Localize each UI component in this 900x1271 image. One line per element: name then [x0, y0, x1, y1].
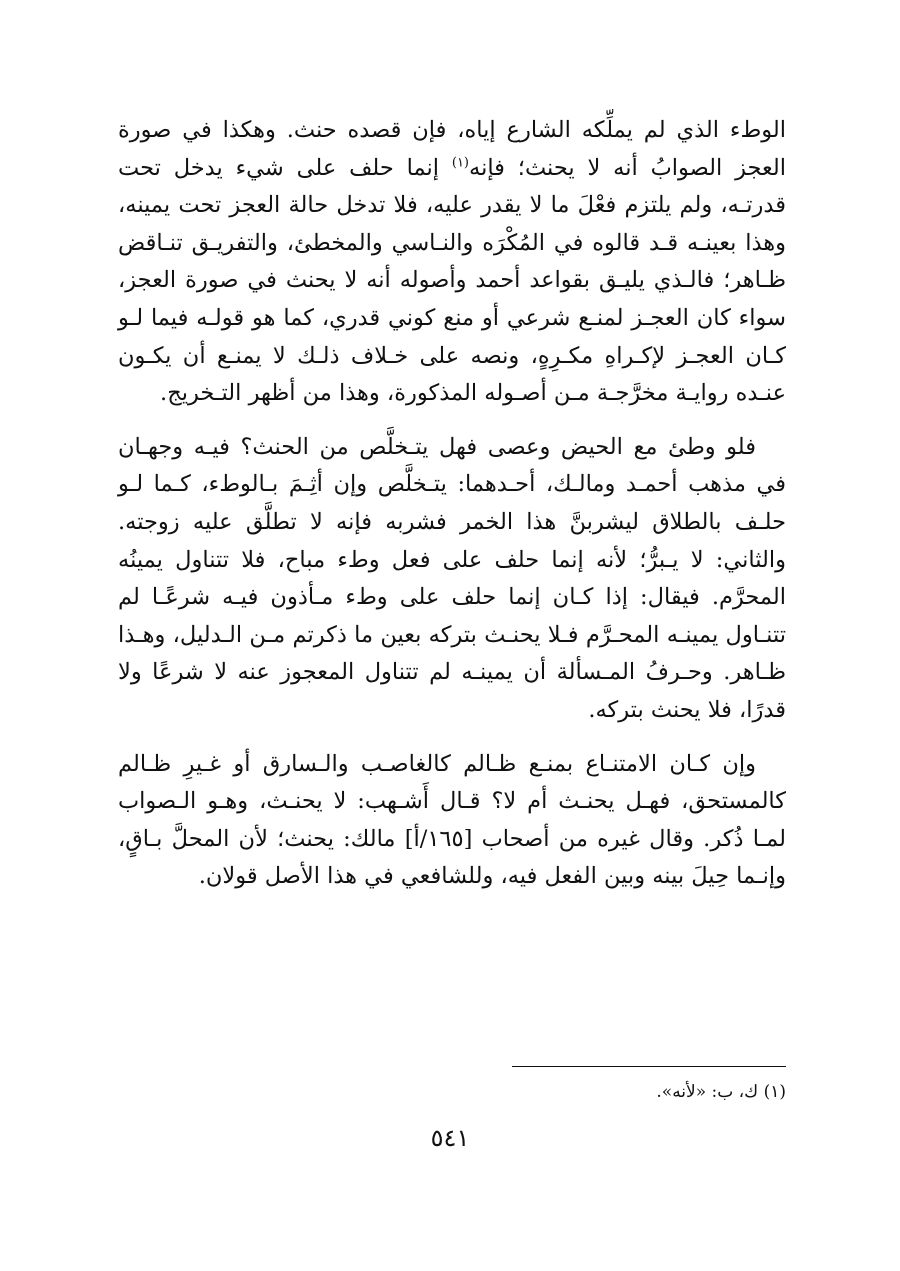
paragraph-1-part-1: الوطء الذي لم يملِّكه الشارع إياه، فإن قصده حنث. وهكذا في صورة العجز الصوابُ أنه لا يحنث؛ فإنه	[118, 117, 786, 181]
main-text	[118, 112, 786, 896]
footnote: (١) ك، ب: «لأنه».	[656, 1082, 786, 1102]
paragraph-2: فلو وطئ مع الحيض وعصى فهل يتـخلَّص من الحنث؟ فيـه وجهـان في مذهب أحمـد ومالـك، أحـدهما: يتـخلَّص وإن أثِـمَ بـالوطء، كـما لـو حلـف بالطلاق ليشربنَّ هذا الخمر فشربه فإنه لا تطلَّق عليه زوجته. والثاني: لا يـبرُّ؛ لأنه إنما حلف على فعل وطء مباح، فلا تتناول يمينُه المحرَّم. فيقال: إذا كـان إنما حلف على وطء مـأذون فيـه شرعًـا لم تتنـاول يمينـه المحـرَّم فـلا يحنـث بتركه بعين ما ذكرتم مـن الـدليل، وهـذا ظـاهر. وحـرفُ المـسألة أن يمينـه لم تتناول المعجوز عنه لا شرعًا ولا قدرًا، فلا يحنث بتركه.	[118, 433, 786, 723]
paragraph-1	[118, 112, 786, 413]
footnote-divider	[512, 1066, 786, 1067]
paragraph-3: وإن كـان الامتنـاع بمنـع ظـالم كالغاصـب والـسارق أو غـيرِ ظـالم كالمستحق، فهـل يحنـث أم لا؟ قـال أَشـهب: لا يحنـث، وهـو الـصواب لمـا ذُكر. وقال غيره من أصحاب [١٦٥/أ] مالك: يحنث؛ لأن المحلَّ بـاقٍ، وإنـما حِيلَ بينه وبين الفعل فيه، وللشافعي في هذا الأصل قولان.	[118, 750, 786, 890]
page-number: ٥٤١	[430, 1124, 470, 1152]
footnote-reference: (١)	[451, 155, 469, 171]
paragraph-1-part-2: إنما حلف على شيء يدخل تحت قدرتـه، ولم يلتزم فعْلَ ما لا يقدر عليه، فلا تدخل حالة العجز تحت يمينه، وهذا بعينـه قـد قالوه في المُكْرَه والنـاسي والمخطئ، والتفريـق تنـاقض ظـاهر؛ فالـذي يليـق بقواعد أحمد وأصوله أنه لا يحنث في صورة العجز، سواء كان العجـز لمنـع شرعي أو منع كوني قدري، كما هو قولـه فيما لـو كـان العجـز لإكـراهِ مكـرِهٍ، ونصه على خـلاف ذلـك لا يمنـع أن يكـون عنـده روايـة مخرَّجـة مـن أصـوله المذكورة، وهذا من أظهر التـخريج.	[118, 154, 786, 407]
